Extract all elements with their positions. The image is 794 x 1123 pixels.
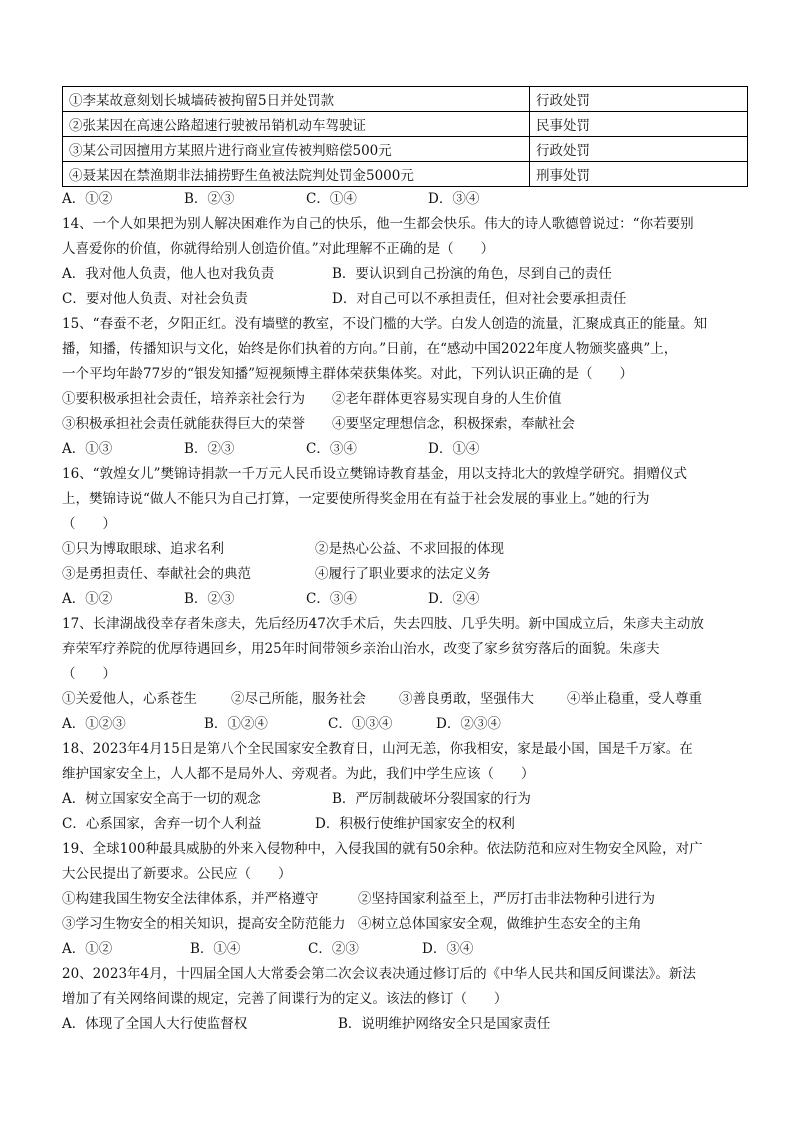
option-a[interactable]: A．①③ xyxy=(62,441,113,457)
statement-item: ①要积极承担社会责任，培养亲社会行为 xyxy=(62,391,305,407)
option-c[interactable]: C．要对他人负责、对社会负责 xyxy=(62,291,248,307)
statement-item: ①只为博取眼球、追求名利 xyxy=(62,541,224,557)
option-b[interactable]: B．②③ xyxy=(184,441,235,457)
statement-item: ③是勇担责任、奉献社会的典范 xyxy=(62,566,251,582)
question-stem: 20、2023年4月，十四届全国人大常委会第二次会议表决通过修订后的《中华人民共和国反间谍法》。新法 xyxy=(62,966,696,982)
table-cell: 民事处罚 xyxy=(530,112,748,137)
q17-options xyxy=(62,712,734,737)
question-stem: 上，樊锦诗说“做人不能只为自己打算，一定要使所得奖金用在有益于社会发展的事业上。”她的行为 xyxy=(62,491,650,507)
statement-item: ④要坚定理想信念，积极探索，奉献社会 xyxy=(332,416,575,432)
statement-item: ③学习生物安全的相关知识，提高安全防范能力 xyxy=(62,916,346,932)
option-b[interactable]: B．②③ xyxy=(184,191,235,207)
statement-item: ④举止稳重，受人尊重 xyxy=(567,691,702,707)
q13-table xyxy=(62,86,748,187)
statement-item: ④履行了职业要求的法定义务 xyxy=(315,566,491,582)
q18-options-row xyxy=(62,812,734,837)
q20-options-row xyxy=(62,1012,734,1037)
question-stem: 播，知播，传播知识与文化，始终是你们执着的方向。”日前，在“感动中国2022年度人物颁奖盛典”上， xyxy=(62,341,678,357)
statement-item: ③善良勇敢，坚强伟大 xyxy=(399,691,534,707)
q15-items-row xyxy=(62,387,734,412)
q16-options xyxy=(62,587,734,612)
option-b[interactable]: B．要认识到自己扮演的角色，尽到自己的责任 xyxy=(332,266,612,282)
table-cell: ③某公司因擅用方某照片进行商业宣传被判赔偿500元 xyxy=(63,137,530,162)
statement-item: ②是热心公益、不求回报的体现 xyxy=(315,541,504,557)
question-stem: 维护国家安全上，人人都不是局外人、旁观者。为此，我们中学生应该（ ） xyxy=(62,766,535,782)
question-stem: 大公民提出了新要求。公民应（ ） xyxy=(62,866,292,882)
statement-item: ②老年群体更容易实现自身的人生价值 xyxy=(332,391,562,407)
option-a[interactable]: A．①② xyxy=(62,591,113,607)
statement-item: ④树立总体国家安全观，做维护生态安全的主角 xyxy=(358,916,642,932)
q15-options xyxy=(62,437,734,462)
table-row xyxy=(63,137,748,162)
option-c[interactable]: C．③④ xyxy=(306,441,357,457)
question-stem: 15、“春蚕不老，夕阳正红。没有墙壁的教室，不设门槛的大学。白发人创造的流量，汇聚成真正的能量。知 xyxy=(62,316,708,332)
q15-items-row xyxy=(62,412,734,437)
question-stem: （ ） xyxy=(62,516,116,532)
option-c[interactable]: C．①③④ xyxy=(328,716,393,732)
statement-item: ②坚持国家利益至上，严厉打击非法物种引进行为 xyxy=(358,891,655,907)
q17-items-row xyxy=(62,687,734,712)
table-row xyxy=(63,112,748,137)
exam-page xyxy=(62,86,734,1037)
table-cell: ①李某故意刻划长城墙砖被拘留5日并处罚款 xyxy=(63,87,530,112)
option-d[interactable]: D．①④ xyxy=(428,441,480,457)
option-b[interactable]: B．严厉制裁破坏分裂国家的行为 xyxy=(332,791,531,807)
option-d[interactable]: D．③④ xyxy=(422,941,474,957)
question-stem: 人喜爱你的价值，你就得给别人创造价值。”对此理解不正确的是（ ） xyxy=(62,241,495,257)
question-stem: 弃荣军疗养院的优厚待遇回乡，用25年时间带领乡亲治山治水，改变了家乡贫穷落后的面貌。朱彦夫 xyxy=(62,641,660,657)
option-c[interactable]: C．②③ xyxy=(308,941,359,957)
option-a[interactable]: A．①② xyxy=(62,191,113,207)
table-row xyxy=(63,87,748,112)
option-a[interactable]: A．①②③ xyxy=(62,716,126,732)
option-b[interactable]: B．②③ xyxy=(184,591,235,607)
option-d[interactable]: D．③④ xyxy=(428,191,480,207)
q18-options-row xyxy=(62,787,734,812)
option-a[interactable]: A．①② xyxy=(62,941,113,957)
q13-options xyxy=(62,187,734,212)
option-a[interactable]: A．体现了全国人大行使监督权 xyxy=(62,1016,248,1032)
option-c[interactable]: C．心系国家，舍弃一切个人利益 xyxy=(62,816,262,832)
table-cell: 行政处罚 xyxy=(530,137,748,162)
question-stem: 16、“敦煌女儿”樊锦诗捐款一千万元人民币设立樊锦诗教育基金，用以支持北大的敦煌学研究。捐赠仪式 xyxy=(62,466,687,482)
question-stem: 18、2023年4月15日是第八个全民国家安全教育日，山河无恙，你我相安，家是最小国，国是千万家。在 xyxy=(62,741,693,757)
q19-options xyxy=(62,937,734,962)
option-d[interactable]: D．②③④ xyxy=(436,716,501,732)
table-cell: 行政处罚 xyxy=(530,87,748,112)
q19-items-row xyxy=(62,912,734,937)
table-cell: ④聂某因在禁渔期非法捕捞野生鱼被法院判处罚金5000元 xyxy=(63,162,530,187)
option-b[interactable]: B．说明维护网络安全只是国家责任 xyxy=(338,1016,551,1032)
option-b[interactable]: B．①④ xyxy=(190,941,241,957)
option-a[interactable]: A．我对他人负责，他人也对我负责 xyxy=(62,266,275,282)
table-cell: 刑事处罚 xyxy=(530,162,748,187)
statement-item: ①构建我国生物安全法律体系，并严格遵守 xyxy=(62,891,319,907)
q14-options-row xyxy=(62,262,734,287)
option-c[interactable]: C．③④ xyxy=(306,591,357,607)
q19-items-row xyxy=(62,887,734,912)
q16-items-row xyxy=(62,562,734,587)
option-b[interactable]: B．①②④ xyxy=(204,716,268,732)
option-a[interactable]: A．树立国家安全高于一切的观念 xyxy=(62,791,261,807)
question-stem: 19、全球100种最具威胁的外来入侵物种中，入侵我国的就有50余种。依法防范和应对生物安全风险，对广 xyxy=(62,841,703,857)
option-c[interactable]: C．①④ xyxy=(306,191,357,207)
question-stem: 17、长津湖战役幸存者朱彦夫，先后经历47次手术后，失去四肢、几乎失明。新中国成立后，朱彦夫主动放 xyxy=(62,616,704,632)
statement-item: ②尽己所能，服务社会 xyxy=(231,691,366,707)
q14-options-row xyxy=(62,287,734,312)
table-cell: ②张某因在高速公路超速行驶被吊销机动车驾驶证 xyxy=(63,112,530,137)
statement-item: ①关爱他人，心系苍生 xyxy=(62,691,197,707)
option-d[interactable]: D．对自己可以不承担责任，但对社会要承担责任 xyxy=(332,291,627,307)
statement-item: ③积极承担社会责任就能获得巨大的荣誉 xyxy=(62,416,305,432)
question-stem: 一个平均年龄77岁的“银发知播”短视频博主群体荣获集体奖。对此，下列认识正确的是（ ） xyxy=(62,366,633,382)
q16-items-row xyxy=(62,537,734,562)
option-d[interactable]: D．②④ xyxy=(428,591,480,607)
question-stem: 14、一个人如果把为别人解决困难作为自己的快乐，他一生都会快乐。伟大的诗人歌德曾说过：“你若要别 xyxy=(62,216,694,232)
question-stem: 增加了有关网络间谍的规定，完善了间谍行为的定义。该法的修订（ ） xyxy=(62,991,508,1007)
option-d[interactable]: D．积极行使维护国家安全的权利 xyxy=(315,816,515,832)
question-stem: （ ） xyxy=(62,666,116,682)
table-row xyxy=(63,162,748,187)
